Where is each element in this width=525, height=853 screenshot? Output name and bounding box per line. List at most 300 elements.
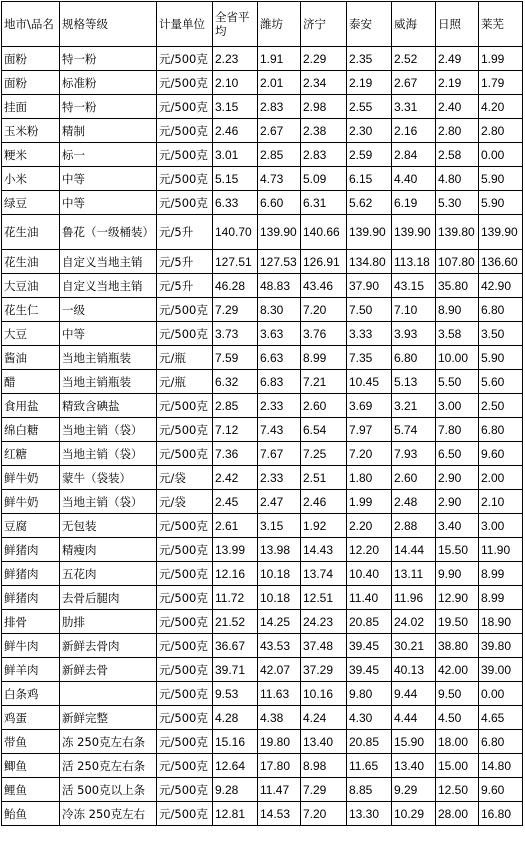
price-cell: 5.13 bbox=[392, 370, 436, 394]
price-cell: 15.90 bbox=[392, 730, 436, 754]
unit-cell: 元/500克 bbox=[157, 191, 213, 215]
price-cell: 17.80 bbox=[258, 754, 301, 778]
price-cell: 3.40 bbox=[436, 514, 479, 538]
price-cell: 9.53 bbox=[213, 682, 258, 706]
column-header: 规格等级 bbox=[60, 2, 157, 47]
price-cell: 24.23 bbox=[301, 610, 347, 634]
price-cell: 7.20 bbox=[301, 802, 347, 826]
price-cell: 18.90 bbox=[479, 610, 523, 634]
price-cell: 39.80 bbox=[479, 634, 523, 658]
price-cell: 4.80 bbox=[436, 167, 479, 191]
price-cell: 1.92 bbox=[301, 514, 347, 538]
table-row bbox=[2, 274, 523, 298]
price-cell: 7.20 bbox=[301, 298, 347, 322]
price-cell: 8.85 bbox=[347, 778, 392, 802]
grade-cell: 新鲜完整 bbox=[60, 706, 157, 730]
price-cell: 7.25 bbox=[301, 442, 347, 466]
price-cell: 14.44 bbox=[392, 538, 436, 562]
price-cell: 1.79 bbox=[479, 71, 523, 95]
price-cell: 35.80 bbox=[436, 274, 479, 298]
price-cell: 2.35 bbox=[347, 47, 392, 71]
price-cell: 43.46 bbox=[301, 274, 347, 298]
item-name-cell: 鲜牛肉 bbox=[2, 634, 60, 658]
price-cell: 39.71 bbox=[213, 658, 258, 682]
unit-cell: 元/500克 bbox=[157, 95, 213, 119]
table-row bbox=[2, 802, 523, 826]
price-cell: 127.53 bbox=[258, 250, 301, 274]
price-cell: 2.16 bbox=[392, 119, 436, 143]
unit-cell: 元/500克 bbox=[157, 538, 213, 562]
price-cell: 14.53 bbox=[258, 802, 301, 826]
price-cell: 2.67 bbox=[258, 119, 301, 143]
price-cell: 3.15 bbox=[258, 514, 301, 538]
price-cell: 11.90 bbox=[479, 538, 523, 562]
price-cell: 126.91 bbox=[301, 250, 347, 274]
price-cell: 4.73 bbox=[258, 167, 301, 191]
table-row bbox=[2, 346, 523, 370]
price-cell: 12.51 bbox=[301, 586, 347, 610]
table-row bbox=[2, 490, 523, 514]
price-cell: 2.58 bbox=[436, 143, 479, 167]
table-row bbox=[2, 418, 523, 442]
item-name-cell: 大豆 bbox=[2, 322, 60, 346]
price-cell: 2.67 bbox=[392, 71, 436, 95]
price-cell: 0.00 bbox=[479, 143, 523, 167]
unit-cell: 元/500克 bbox=[157, 778, 213, 802]
grade-cell: 自定义当地主销 bbox=[60, 274, 157, 298]
item-name-cell: 鲜羊肉 bbox=[2, 658, 60, 682]
table-row bbox=[2, 586, 523, 610]
price-cell: 2.33 bbox=[258, 394, 301, 418]
price-cell: 2.10 bbox=[213, 71, 258, 95]
price-cell: 7.36 bbox=[213, 442, 258, 466]
price-cell: 10.29 bbox=[392, 802, 436, 826]
price-cell: 2.46 bbox=[213, 119, 258, 143]
column-header: 泰安 bbox=[347, 2, 392, 47]
price-cell: 6.33 bbox=[213, 191, 258, 215]
column-header: 日照 bbox=[436, 2, 479, 47]
price-cell: 42.07 bbox=[258, 658, 301, 682]
price-cell: 5.30 bbox=[436, 191, 479, 215]
price-cell: 2.10 bbox=[479, 490, 523, 514]
price-cell: 12.90 bbox=[436, 586, 479, 610]
price-cell: 42.00 bbox=[436, 658, 479, 682]
unit-cell: 元/500克 bbox=[157, 754, 213, 778]
price-cell: 3.00 bbox=[479, 514, 523, 538]
unit-cell: 元/500克 bbox=[157, 730, 213, 754]
price-cell: 9.44 bbox=[392, 682, 436, 706]
price-cell: 2.19 bbox=[436, 71, 479, 95]
price-cell: 8.99 bbox=[479, 562, 523, 586]
price-cell: 16.80 bbox=[479, 802, 523, 826]
unit-cell: 元/500克 bbox=[157, 298, 213, 322]
item-name-cell: 绿豆 bbox=[2, 191, 60, 215]
price-cell: 2.40 bbox=[436, 95, 479, 119]
price-cell: 37.29 bbox=[301, 658, 347, 682]
price-cell: 2.80 bbox=[436, 119, 479, 143]
price-cell: 11.65 bbox=[347, 754, 392, 778]
price-cell: 2.48 bbox=[392, 490, 436, 514]
price-cell: 5.90 bbox=[479, 346, 523, 370]
price-cell: 2.85 bbox=[258, 143, 301, 167]
item-name-cell: 白条鸡 bbox=[2, 682, 60, 706]
table-row bbox=[2, 706, 523, 730]
grade-cell: 特一粉 bbox=[60, 47, 157, 71]
item-name-cell: 豆腐 bbox=[2, 514, 60, 538]
column-header: 威海 bbox=[392, 2, 436, 47]
unit-cell: 元/500克 bbox=[157, 682, 213, 706]
grade-cell: 新鲜去骨肉 bbox=[60, 634, 157, 658]
price-cell: 2.01 bbox=[258, 71, 301, 95]
price-cell: 2.23 bbox=[213, 47, 258, 71]
price-cell: 0.00 bbox=[479, 682, 523, 706]
price-cell: 3.01 bbox=[213, 143, 258, 167]
price-cell: 2.61 bbox=[213, 514, 258, 538]
price-cell: 6.80 bbox=[479, 418, 523, 442]
price-cell: 7.29 bbox=[213, 298, 258, 322]
price-cell: 4.20 bbox=[479, 95, 523, 119]
price-cell: 4.65 bbox=[479, 706, 523, 730]
item-name-cell: 花生油 bbox=[2, 215, 60, 250]
price-cell: 13.74 bbox=[301, 562, 347, 586]
price-cell: 4.30 bbox=[347, 706, 392, 730]
price-cell: 5.62 bbox=[347, 191, 392, 215]
unit-cell: 元/500克 bbox=[157, 119, 213, 143]
price-cell: 2.59 bbox=[347, 143, 392, 167]
table-row bbox=[2, 562, 523, 586]
price-cell: 10.16 bbox=[301, 682, 347, 706]
price-cell: 6.83 bbox=[258, 370, 301, 394]
column-header: 计量单位 bbox=[157, 2, 213, 47]
price-cell: 7.29 bbox=[301, 778, 347, 802]
price-cell: 2.42 bbox=[213, 466, 258, 490]
item-name-cell: 粳米 bbox=[2, 143, 60, 167]
unit-cell: 元/500克 bbox=[157, 802, 213, 826]
price-cell: 3.00 bbox=[436, 394, 479, 418]
price-cell: 3.73 bbox=[213, 322, 258, 346]
price-cell: 2.90 bbox=[436, 490, 479, 514]
table-row bbox=[2, 71, 523, 95]
price-cell: 15.16 bbox=[213, 730, 258, 754]
price-cell: 2.49 bbox=[436, 47, 479, 71]
price-cell: 7.21 bbox=[301, 370, 347, 394]
price-cell: 9.60 bbox=[479, 778, 523, 802]
grade-cell: 标准粉 bbox=[60, 71, 157, 95]
price-cell: 134.80 bbox=[347, 250, 392, 274]
price-table bbox=[1, 1, 523, 826]
price-cell: 39.00 bbox=[479, 658, 523, 682]
table-row bbox=[2, 394, 523, 418]
price-cell: 107.80 bbox=[436, 250, 479, 274]
price-cell: 2.19 bbox=[347, 71, 392, 95]
unit-cell: 元/5升 bbox=[157, 250, 213, 274]
price-cell: 3.63 bbox=[258, 322, 301, 346]
table-row bbox=[2, 466, 523, 490]
item-name-cell: 面粉 bbox=[2, 47, 60, 71]
column-header: 莱芜 bbox=[479, 2, 523, 47]
price-cell: 136.60 bbox=[479, 250, 523, 274]
grade-cell: 去骨后腿肉 bbox=[60, 586, 157, 610]
price-cell: 6.80 bbox=[479, 298, 523, 322]
item-name-cell: 玉米粉 bbox=[2, 119, 60, 143]
price-cell: 5.74 bbox=[392, 418, 436, 442]
item-name-cell: 红糖 bbox=[2, 442, 60, 466]
price-cell: 13.99 bbox=[213, 538, 258, 562]
table-row bbox=[2, 682, 523, 706]
price-cell: 7.59 bbox=[213, 346, 258, 370]
price-cell: 1.91 bbox=[258, 47, 301, 71]
price-cell: 5.09 bbox=[301, 167, 347, 191]
price-cell: 12.20 bbox=[347, 538, 392, 562]
price-cell: 10.45 bbox=[347, 370, 392, 394]
table-row bbox=[2, 658, 523, 682]
price-cell: 6.54 bbox=[301, 418, 347, 442]
price-cell: 6.60 bbox=[258, 191, 301, 215]
price-cell: 140.66 bbox=[301, 215, 347, 250]
price-cell: 7.93 bbox=[392, 442, 436, 466]
price-cell: 10.18 bbox=[258, 562, 301, 586]
table-row bbox=[2, 191, 523, 215]
unit-cell: 元/500克 bbox=[157, 167, 213, 191]
column-header: 全省平均 bbox=[213, 2, 258, 47]
table-row bbox=[2, 167, 523, 191]
table-row bbox=[2, 778, 523, 802]
price-cell: 7.97 bbox=[347, 418, 392, 442]
grade-cell: 精致含碘盐 bbox=[60, 394, 157, 418]
price-cell: 14.25 bbox=[258, 610, 301, 634]
price-cell: 7.10 bbox=[392, 298, 436, 322]
price-cell: 15.50 bbox=[436, 538, 479, 562]
price-cell: 2.33 bbox=[258, 466, 301, 490]
grade-cell: 精制 bbox=[60, 119, 157, 143]
price-cell: 2.60 bbox=[392, 466, 436, 490]
item-name-cell: 食用盐 bbox=[2, 394, 60, 418]
price-cell: 12.81 bbox=[213, 802, 258, 826]
grade-cell bbox=[60, 682, 157, 706]
price-cell: 2.55 bbox=[347, 95, 392, 119]
grade-cell: 蒙牛（袋装） bbox=[60, 466, 157, 490]
grade-cell: 活 500克以上条 bbox=[60, 778, 157, 802]
grade-cell: 当地主销（袋） bbox=[60, 418, 157, 442]
price-cell: 43.15 bbox=[392, 274, 436, 298]
table-row bbox=[2, 322, 523, 346]
price-cell: 9.29 bbox=[392, 778, 436, 802]
item-name-cell: 挂面 bbox=[2, 95, 60, 119]
item-name-cell: 鲐鱼 bbox=[2, 802, 60, 826]
unit-cell: 元/500克 bbox=[157, 514, 213, 538]
item-name-cell: 酱油 bbox=[2, 346, 60, 370]
unit-cell: 元/瓶 bbox=[157, 370, 213, 394]
price-cell: 3.76 bbox=[301, 322, 347, 346]
grade-cell: 冻 250克左右条 bbox=[60, 730, 157, 754]
unit-cell: 元/500克 bbox=[157, 562, 213, 586]
price-cell: 2.98 bbox=[301, 95, 347, 119]
price-cell: 5.90 bbox=[479, 191, 523, 215]
price-cell: 13.40 bbox=[301, 730, 347, 754]
column-header: 潍坊 bbox=[258, 2, 301, 47]
price-cell: 113.18 bbox=[392, 250, 436, 274]
price-cell: 9.60 bbox=[479, 442, 523, 466]
table-row bbox=[2, 538, 523, 562]
price-cell: 139.80 bbox=[436, 215, 479, 250]
price-cell: 4.50 bbox=[436, 706, 479, 730]
price-cell: 2.47 bbox=[258, 490, 301, 514]
grade-cell: 一级 bbox=[60, 298, 157, 322]
price-cell: 140.70 bbox=[213, 215, 258, 250]
price-cell: 8.98 bbox=[301, 754, 347, 778]
price-cell: 13.30 bbox=[347, 802, 392, 826]
unit-cell: 元/500克 bbox=[157, 47, 213, 71]
table-row bbox=[2, 634, 523, 658]
item-name-cell: 鲤鱼 bbox=[2, 778, 60, 802]
price-cell: 1.99 bbox=[347, 490, 392, 514]
unit-cell: 元/500克 bbox=[157, 706, 213, 730]
price-cell: 8.99 bbox=[301, 346, 347, 370]
price-cell: 7.20 bbox=[347, 442, 392, 466]
grade-cell: 新鲜去骨 bbox=[60, 658, 157, 682]
unit-cell: 元/500克 bbox=[157, 610, 213, 634]
table-row bbox=[2, 730, 523, 754]
item-name-cell: 鲜牛奶 bbox=[2, 466, 60, 490]
unit-cell: 元/袋 bbox=[157, 490, 213, 514]
price-cell: 39.45 bbox=[347, 658, 392, 682]
price-cell: 39.45 bbox=[347, 634, 392, 658]
table-row bbox=[2, 442, 523, 466]
price-cell: 7.43 bbox=[258, 418, 301, 442]
price-cell: 3.50 bbox=[479, 322, 523, 346]
price-cell: 1.99 bbox=[479, 47, 523, 71]
unit-cell: 元/500克 bbox=[157, 71, 213, 95]
price-cell: 19.50 bbox=[436, 610, 479, 634]
price-cell: 1.80 bbox=[347, 466, 392, 490]
price-cell: 2.80 bbox=[479, 119, 523, 143]
table-row bbox=[2, 754, 523, 778]
item-name-cell: 花生仁 bbox=[2, 298, 60, 322]
price-cell: 4.28 bbox=[213, 706, 258, 730]
price-table-body bbox=[2, 2, 523, 826]
price-cell: 7.67 bbox=[258, 442, 301, 466]
unit-cell: 元/500克 bbox=[157, 322, 213, 346]
table-row bbox=[2, 119, 523, 143]
price-cell: 11.40 bbox=[347, 586, 392, 610]
price-cell: 139.90 bbox=[258, 215, 301, 250]
item-name-cell: 鲫鱼 bbox=[2, 754, 60, 778]
price-cell: 2.45 bbox=[213, 490, 258, 514]
table-row bbox=[2, 610, 523, 634]
price-cell: 8.99 bbox=[479, 586, 523, 610]
price-cell: 11.47 bbox=[258, 778, 301, 802]
table-row bbox=[2, 143, 523, 167]
table-row bbox=[2, 215, 523, 250]
price-cell: 37.90 bbox=[347, 274, 392, 298]
price-cell: 18.00 bbox=[436, 730, 479, 754]
price-cell: 46.28 bbox=[213, 274, 258, 298]
item-name-cell: 醋 bbox=[2, 370, 60, 394]
unit-cell: 元/500克 bbox=[157, 658, 213, 682]
unit-cell: 元/500克 bbox=[157, 634, 213, 658]
price-cell: 2.29 bbox=[301, 47, 347, 71]
unit-cell: 元/500克 bbox=[157, 394, 213, 418]
price-cell: 2.00 bbox=[479, 466, 523, 490]
price-cell: 7.50 bbox=[347, 298, 392, 322]
unit-cell: 元/5升 bbox=[157, 274, 213, 298]
price-cell: 5.60 bbox=[479, 370, 523, 394]
price-cell: 139.90 bbox=[347, 215, 392, 250]
item-name-cell: 带鱼 bbox=[2, 730, 60, 754]
price-cell: 5.50 bbox=[436, 370, 479, 394]
grade-cell: 当地主销瓶装 bbox=[60, 346, 157, 370]
price-cell: 127.51 bbox=[213, 250, 258, 274]
price-cell: 12.16 bbox=[213, 562, 258, 586]
column-header: 济宁 bbox=[301, 2, 347, 47]
grade-cell: 当地主销（袋） bbox=[60, 442, 157, 466]
price-cell: 14.80 bbox=[479, 754, 523, 778]
price-cell: 2.84 bbox=[392, 143, 436, 167]
price-cell: 9.50 bbox=[436, 682, 479, 706]
price-cell: 2.38 bbox=[301, 119, 347, 143]
price-cell: 2.88 bbox=[392, 514, 436, 538]
price-cell: 2.50 bbox=[479, 394, 523, 418]
item-name-cell: 小米 bbox=[2, 167, 60, 191]
price-cell: 15.00 bbox=[436, 754, 479, 778]
unit-cell: 元/500克 bbox=[157, 418, 213, 442]
price-cell: 9.90 bbox=[436, 562, 479, 586]
table-row bbox=[2, 250, 523, 274]
price-cell: 7.80 bbox=[436, 418, 479, 442]
grade-cell: 活 250克左右条 bbox=[60, 754, 157, 778]
price-cell: 28.00 bbox=[436, 802, 479, 826]
item-name-cell: 花生油 bbox=[2, 250, 60, 274]
grade-cell: 中等 bbox=[60, 322, 157, 346]
price-cell: 2.90 bbox=[436, 466, 479, 490]
price-cell: 8.90 bbox=[436, 298, 479, 322]
price-cell: 5.15 bbox=[213, 167, 258, 191]
grade-cell: 肋排 bbox=[60, 610, 157, 634]
table-row bbox=[2, 298, 523, 322]
price-cell: 6.31 bbox=[301, 191, 347, 215]
grade-cell: 精瘦肉 bbox=[60, 538, 157, 562]
price-cell: 13.11 bbox=[392, 562, 436, 586]
item-name-cell: 鸡蛋 bbox=[2, 706, 60, 730]
header-row bbox=[2, 2, 523, 47]
price-cell: 2.83 bbox=[301, 143, 347, 167]
unit-cell: 元/5升 bbox=[157, 215, 213, 250]
price-cell: 139.90 bbox=[392, 215, 436, 250]
item-name-cell: 排骨 bbox=[2, 610, 60, 634]
table-row bbox=[2, 95, 523, 119]
price-cell: 2.46 bbox=[301, 490, 347, 514]
price-cell: 3.31 bbox=[392, 95, 436, 119]
grade-cell: 自定义当地主销 bbox=[60, 250, 157, 274]
grade-cell: 当地主销（袋） bbox=[60, 490, 157, 514]
price-cell: 12.50 bbox=[436, 778, 479, 802]
price-cell: 6.19 bbox=[392, 191, 436, 215]
price-cell: 3.21 bbox=[392, 394, 436, 418]
grade-cell: 当地主销瓶装 bbox=[60, 370, 157, 394]
price-cell: 48.83 bbox=[258, 274, 301, 298]
price-cell: 10.00 bbox=[436, 346, 479, 370]
price-cell: 9.80 bbox=[347, 682, 392, 706]
price-cell: 38.80 bbox=[436, 634, 479, 658]
price-cell: 2.51 bbox=[301, 466, 347, 490]
price-cell: 2.83 bbox=[258, 95, 301, 119]
price-cell: 43.53 bbox=[258, 634, 301, 658]
unit-cell: 元/500克 bbox=[157, 586, 213, 610]
grade-cell: 鲁花（一级桶装） bbox=[60, 215, 157, 250]
price-cell: 11.96 bbox=[392, 586, 436, 610]
grade-cell: 冷冻 250克左右 bbox=[60, 802, 157, 826]
price-cell: 3.33 bbox=[347, 322, 392, 346]
